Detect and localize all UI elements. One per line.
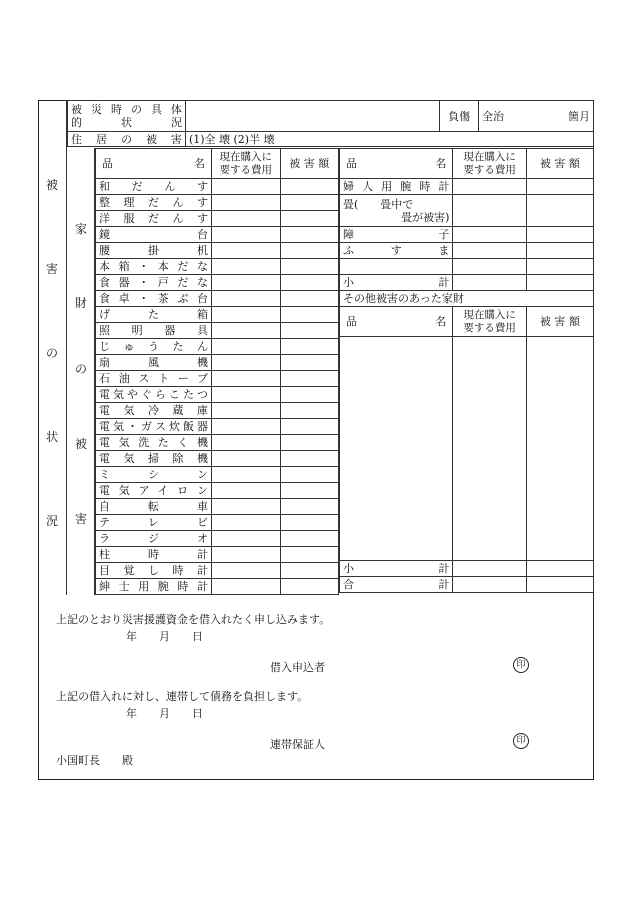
left-item-cost[interactable] [211, 371, 280, 387]
col-cost-header: 現在購入に 要する費用 [211, 149, 280, 179]
left-item-name: 電気掃除機 [96, 451, 212, 467]
other-item-cell[interactable] [526, 417, 593, 433]
other-item-cell[interactable] [453, 401, 526, 417]
col-damage-header-other: 被 害 額 [526, 307, 593, 337]
left-item-name: 本箱・本だな [96, 259, 212, 275]
left-item-damage[interactable] [280, 243, 338, 259]
left-item-name: ラジオ [96, 531, 212, 547]
left-item-damage[interactable] [280, 419, 338, 435]
left-item-cost[interactable] [211, 579, 280, 595]
application-date[interactable]: 年 月 日 [126, 630, 203, 643]
left-item-damage[interactable] [280, 563, 338, 579]
left-item-cost[interactable] [211, 339, 280, 355]
other-item-cell[interactable] [526, 337, 593, 353]
left-item-damage[interactable] [280, 435, 338, 451]
other-item-cell[interactable] [453, 369, 526, 385]
left-item-cost[interactable] [211, 563, 280, 579]
applicant-seal: 印 [513, 657, 529, 673]
other-item-cell[interactable] [340, 529, 453, 545]
other-item-cell[interactable] [340, 545, 453, 561]
left-item-name: じゅうたん [96, 339, 212, 355]
other-item-cell[interactable] [526, 433, 593, 449]
left-item-cost[interactable] [211, 499, 280, 515]
left-item-cost[interactable] [211, 403, 280, 419]
col-item-header: 品 名 [96, 149, 212, 179]
subtotal-label: 小 計 [340, 275, 453, 291]
other-item-cell[interactable] [340, 497, 453, 513]
other-item-cell[interactable] [453, 497, 526, 513]
left-item-damage[interactable] [280, 531, 338, 547]
left-item-damage[interactable] [280, 499, 338, 515]
other-items-header: その他被害のあった家財 [340, 291, 594, 307]
left-item-damage[interactable] [280, 547, 338, 563]
item-fusuma: ふすま [340, 243, 453, 259]
left-item-name: 電気やぐらこたつ [96, 387, 212, 403]
left-item-damage[interactable] [280, 483, 338, 499]
left-item-damage[interactable] [280, 291, 338, 307]
other-item-cell[interactable] [340, 433, 453, 449]
other-item-cell[interactable] [453, 465, 526, 481]
col-item-header-right: 品 名 [340, 149, 453, 179]
left-item-cost[interactable] [211, 531, 280, 547]
left-item-cost[interactable] [211, 195, 280, 211]
left-item-name: ミシン [96, 467, 212, 483]
left-item-name: 和だんす [96, 179, 212, 195]
other-item-cell[interactable] [340, 353, 453, 369]
other-item-cell[interactable] [340, 513, 453, 529]
left-item-damage[interactable] [280, 179, 338, 195]
left-item-cost[interactable] [211, 179, 280, 195]
other-item-cell[interactable] [453, 433, 526, 449]
left-item-cost[interactable] [211, 211, 280, 227]
other-item-cell[interactable] [526, 401, 593, 417]
left-item-damage[interactable] [280, 403, 338, 419]
left-item-name: 照明器具 [96, 323, 212, 339]
left-item-damage[interactable] [280, 467, 338, 483]
header-table [67, 100, 594, 147]
col-item-header-other: 品 名 [340, 307, 453, 337]
left-item-cost[interactable] [211, 435, 280, 451]
left-item-cost[interactable] [211, 451, 280, 467]
other-item-cell[interactable] [453, 337, 526, 353]
left-item-cost[interactable] [211, 307, 280, 323]
left-item-damage[interactable] [280, 323, 338, 339]
left-item-name: 扇風機 [96, 355, 212, 371]
left-item-name: 食器・戸だな [96, 275, 212, 291]
left-item-name: 電気アイロン [96, 483, 212, 499]
guarantee-text: 上記の借入れに対し、連帯して債務を負担します。 [56, 690, 309, 703]
left-item-cost[interactable] [211, 483, 280, 499]
injury-label: 負傷 [440, 101, 479, 132]
left-item-name: 紳士用腕時計 [96, 579, 212, 595]
situation-input[interactable] [185, 101, 439, 132]
col-cost-header-other: 現在購入に 要する費用 [453, 307, 526, 337]
left-item-damage[interactable] [280, 259, 338, 275]
other-item-cell[interactable] [526, 545, 593, 561]
left-item-damage[interactable] [280, 307, 338, 323]
other-item-cell[interactable] [453, 481, 526, 497]
other-item-cell[interactable] [453, 417, 526, 433]
left-item-damage[interactable] [280, 371, 338, 387]
left-item-cost[interactable] [211, 323, 280, 339]
other-item-cell[interactable] [526, 529, 593, 545]
left-item-name: 石油ストーブ [96, 371, 212, 387]
left-item-damage[interactable] [280, 227, 338, 243]
other-item-cell[interactable] [453, 385, 526, 401]
item-shoji: 障子 [340, 227, 453, 243]
col-damage-header: 被 害 額 [280, 149, 338, 179]
left-item-damage[interactable] [280, 387, 338, 403]
left-item-name: 自転車 [96, 499, 212, 515]
left-item-name: 目覚し時計 [96, 563, 212, 579]
application-text: 上記のとおり災害援護資金を借入れたく申し込みます。 [56, 613, 331, 626]
left-item-name: 洋服だんす [96, 211, 212, 227]
other-item-cell[interactable] [453, 545, 526, 561]
left-item-name: 整理だんす [96, 195, 212, 211]
left-item-cost[interactable] [211, 515, 280, 531]
left-item-cost[interactable] [211, 355, 280, 371]
left-item-cost[interactable] [211, 467, 280, 483]
col-cost-header-right: 現在購入に 要する費用 [453, 149, 526, 179]
other-item-cell[interactable] [340, 465, 453, 481]
left-item-damage[interactable] [280, 211, 338, 227]
right-items-table [339, 148, 594, 593]
left-item-cost[interactable] [211, 547, 280, 563]
left-item-damage[interactable] [280, 515, 338, 531]
other-item-cell[interactable] [453, 513, 526, 529]
other-item-cell[interactable] [526, 465, 593, 481]
left-item-name: 電気・ガス炊飯器 [96, 419, 212, 435]
col-damage-header-right: 被 害 額 [526, 149, 593, 179]
left-item-damage[interactable] [280, 579, 338, 595]
applicant-label: 借入申込者 [270, 661, 325, 674]
guarantee-date[interactable]: 年 月 日 [126, 707, 203, 720]
left-item-cost[interactable] [211, 243, 280, 259]
other-item-cell[interactable] [453, 529, 526, 545]
other-item-cell[interactable] [526, 481, 593, 497]
other-item-cell[interactable] [526, 369, 593, 385]
other-item-cell[interactable] [526, 497, 593, 513]
other-item-cell[interactable] [526, 449, 593, 465]
left-item-cost[interactable] [211, 291, 280, 307]
other-item-cell[interactable] [453, 449, 526, 465]
left-item-name: 電気洗たく機 [96, 435, 212, 451]
other-item-cell[interactable] [340, 369, 453, 385]
guarantor-seal: 印 [513, 733, 529, 749]
subtotal2-label: 小 計 [340, 561, 453, 577]
other-item-cell[interactable] [526, 353, 593, 369]
housing-label: 住 居 の 被 害 [68, 132, 186, 147]
other-item-cell[interactable] [526, 513, 593, 529]
left-item-cost[interactable] [211, 259, 280, 275]
situation-label: 被災時の具体 的 状 況 [68, 101, 186, 132]
other-item-cell[interactable] [340, 337, 453, 353]
other-item-cell[interactable] [340, 401, 453, 417]
left-item-cost[interactable] [211, 387, 280, 403]
other-item-cell[interactable] [453, 353, 526, 369]
left-item-damage[interactable] [280, 355, 338, 371]
left-item-name: 柱時計 [96, 547, 212, 563]
left-item-name: テレビ [96, 515, 212, 531]
left-item-name: 腰掛机 [96, 243, 212, 259]
left-items-table [95, 148, 339, 595]
household-damage-label: 家 財 の 被 害 [67, 148, 95, 595]
other-item-cell[interactable] [340, 417, 453, 433]
left-item-name: 電気冷蔵庫 [96, 403, 212, 419]
left-item-name: 鏡台 [96, 227, 212, 243]
left-item-damage[interactable] [280, 451, 338, 467]
left-item-cost[interactable] [211, 227, 280, 243]
total-label: 合 計 [340, 577, 453, 593]
left-item-cost[interactable] [211, 419, 280, 435]
left-item-name: 食卓・茶ぶ台 [96, 291, 212, 307]
damage-status-label: 被 害 の 状 況 [45, 178, 58, 528]
other-item-cell[interactable] [340, 385, 453, 401]
left-item-damage[interactable] [280, 275, 338, 291]
item-tatami: 畳( 畳中で 畳が被害) [340, 195, 453, 227]
full-cure-field[interactable]: 全治 箇月 [478, 101, 593, 132]
left-item-name: げた箱 [96, 307, 212, 323]
item-ladies-watch: 婦人用腕時計 [340, 179, 453, 195]
other-item-cell[interactable] [526, 385, 593, 401]
left-item-damage[interactable] [280, 195, 338, 211]
addressee: 小国町長 殿 [56, 754, 133, 767]
housing-options[interactable]: (1)全 壊 (2)半 壊 [185, 132, 593, 147]
guarantor-label: 連帯保証人 [270, 738, 325, 751]
left-item-damage[interactable] [280, 339, 338, 355]
left-item-cost[interactable] [211, 275, 280, 291]
other-item-cell[interactable] [340, 481, 453, 497]
other-item-cell[interactable] [340, 449, 453, 465]
